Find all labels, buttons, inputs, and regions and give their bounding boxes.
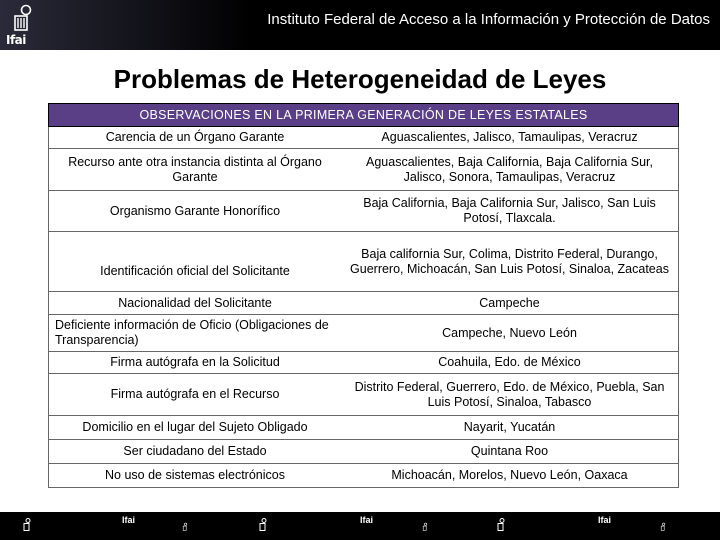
table-row bbox=[49, 440, 679, 464]
states-cell: Baja California, Baja California Sur, Jalisco, San Luis Potosí, Tlaxcala. bbox=[341, 191, 679, 232]
page-title: Problemas de Heterogeneidad de Leyes bbox=[113, 64, 607, 94]
table-row bbox=[49, 315, 679, 352]
table-row bbox=[49, 416, 679, 440]
states-cell: Nayarit, Yucatán bbox=[341, 416, 679, 440]
issue-cell: Identificación oficial del Solicitante bbox=[49, 232, 342, 292]
issue-cell: Carencia de un Órgano Garante bbox=[49, 127, 342, 149]
footer-bar bbox=[0, 512, 720, 540]
table-row bbox=[49, 352, 679, 374]
ifai-emblem-icon bbox=[22, 518, 32, 532]
states-cell: Campeche, Nuevo León bbox=[341, 315, 679, 352]
header-bar bbox=[0, 0, 720, 50]
table-row bbox=[49, 127, 679, 149]
table-row bbox=[49, 374, 679, 416]
states-cell: Campeche bbox=[341, 292, 679, 315]
states-cell: Quintana Roo bbox=[341, 440, 679, 464]
issue-cell: Organismo Garante Honorífico bbox=[49, 191, 342, 232]
states-cell: Baja california Sur, Colima, Distrito Federal, Durango, Guerrero, Michoacán, San Luis Potosí, Sinaloa, Zacateas bbox=[341, 232, 679, 292]
footer-logo-text: Ifai bbox=[360, 515, 374, 525]
issue-cell: No uso de sistemas electrónicos bbox=[49, 464, 342, 488]
issue-cell: Domicilio en el lugar del Sujeto Obligado bbox=[49, 416, 342, 440]
ifai-emblem-icon bbox=[182, 522, 188, 532]
states-cell: Aguascalientes, Baja California, Baja California Sur, Jalisco, Sonora, Tamaulipas, Veracruz bbox=[341, 149, 679, 191]
ifai-emblem-icon bbox=[496, 518, 506, 532]
footer-logo-text: Ifai bbox=[598, 515, 612, 525]
ifai-emblem-icon bbox=[422, 522, 428, 532]
footer-logo-text: Ifai bbox=[122, 515, 136, 525]
table-row bbox=[49, 464, 679, 488]
issue-cell: Nacionalidad del Solicitante bbox=[49, 292, 342, 315]
issue-cell: Deficiente información de Oficio (Obligaciones de Transparencia) bbox=[49, 315, 342, 352]
states-cell: Aguascalientes, Jalisco, Tamaulipas, Veracruz bbox=[341, 127, 679, 149]
ifai-emblem-icon bbox=[258, 518, 268, 532]
ifai-emblem-icon bbox=[660, 522, 666, 532]
table-row bbox=[49, 149, 679, 191]
states-cell: Michoacán, Morelos, Nuevo León, Oaxaca bbox=[341, 464, 679, 488]
issue-cell: Ser ciudadano del Estado bbox=[49, 440, 342, 464]
organization-name: Instituto Federal de Acceso a la Información y Protección de Datos bbox=[267, 11, 710, 28]
issue-cell: Firma autógrafa en la Solicitud bbox=[49, 352, 342, 374]
table-row bbox=[49, 292, 679, 315]
issue-cell: Recurso ante otra instancia distinta al Órgano Garante bbox=[49, 149, 342, 191]
states-cell: Coahuila, Edo. de México bbox=[341, 352, 679, 374]
issue-cell: Firma autógrafa en el Recurso bbox=[49, 374, 342, 416]
states-cell: Distrito Federal, Guerrero, Edo. de México, Puebla, San Luis Potosí, Sinaloa, Tabasco bbox=[341, 374, 679, 416]
ifai-emblem-icon bbox=[6, 4, 36, 36]
observations-table bbox=[48, 103, 679, 488]
table-row bbox=[49, 191, 679, 232]
logo-text: Ifai bbox=[6, 33, 26, 47]
table-row bbox=[49, 232, 679, 292]
table-header: OBSERVACIONES EN LA PRIMERA GENERACIÓN DE LEYES ESTATALES bbox=[49, 104, 679, 127]
table-header-row bbox=[49, 104, 679, 127]
